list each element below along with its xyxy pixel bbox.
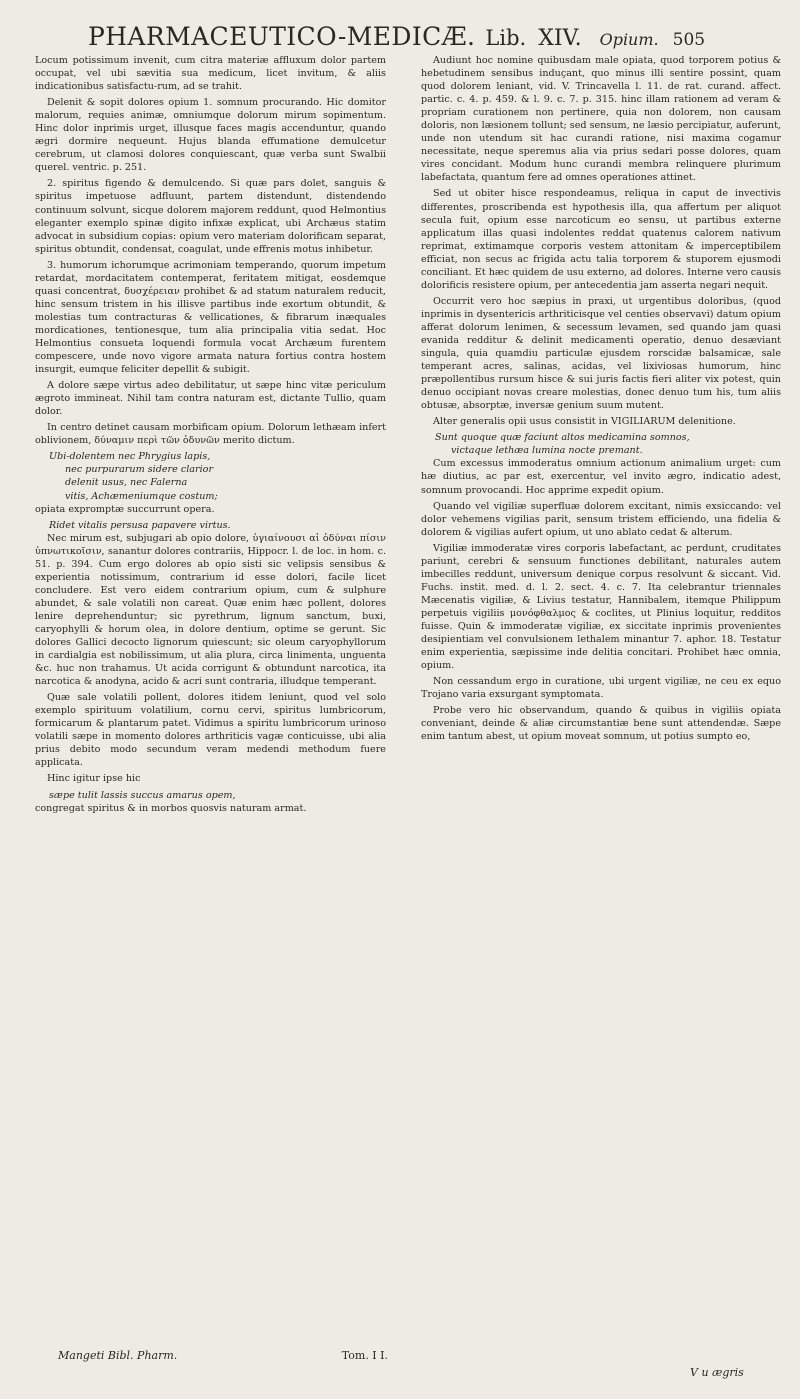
paragraph: 2. spiritus figendo & demulcendo. Si quæ pars dolet, sanguis & spiritus impetuose adfluunt, partem distendunt, distendendo continuum solvunt, sicque dolorem majorem reddunt, quod Helmontius eleganter exemplo spinæ digito infixæ explicat, ubi Archæus statim advocat in subsidium copias: opium vero materiam dolorificam separat, spiritus obtundit, condensat, coagulat, unde effrenis motus inhibetur.	[35, 178, 386, 255]
verse-line: Sunt quoque quæ faciunt altos medicamina somnos,	[435, 432, 690, 444]
catchword: V u ægris	[690, 1366, 744, 1379]
paragraph: Locum potissimum invenit, cum citra materiæ affluxum dolor partem occupat, vel ubi sævitia sua medicum, licet invitum, & aliis indicationibus satisfactu-rum, ad se trahit.	[35, 55, 386, 93]
verse-line: victaque lethæa lumina nocte premant.	[451, 445, 643, 457]
left-column	[35, 54, 386, 818]
paragraph: Alter generalis opii usus consistit in VIGILIARUM delenitione.	[433, 416, 736, 428]
paragraph: opiata expromptæ succurrunt opera.	[35, 503, 215, 515]
paragraph: Sed ut obiter hisce respondeamus, reliqua in caput de invectivis differentes, proscribenda est hypothesis illa, qua affertum per aliquot secula fuit, opium esse narcoticum eo sensu, ut partibus externe applicatum illas quasi indolentes reddat quatenus calorem nativum reprimat, extimamque corporis vestem attonitam & imperceptibilem efficiat, non secus ac frigida actu talia torporem & stuporem ejusmodi conciliant. Et hæc quidem de usu externo, ad dolores. Interne vero causis dolorificis resistere opium, per antecedentia jam asserta negari nequit.	[421, 188, 781, 291]
verse-line: Ubi-dolentem nec Phrygius lapis,	[49, 451, 211, 463]
signature-mark: Mangeti Bibl. Pharm.	[58, 1349, 178, 1362]
paragraph: Hinc igitur ipse hic	[47, 773, 141, 785]
paragraph: In centro detinet causam morbificam opium. Dolorum lethæam infert oblivionem, δύναμιν περὶ τῶν ὀδυνῶν merito dictum.	[35, 422, 386, 447]
verse-line: vitis, Achæmeniumque costum;	[65, 490, 218, 502]
paragraph: Occurrit vero hoc sæpius in praxi, ut urgentibus doloribus, (quod inprimis in dysentericis arthriticisque vel centies observavi) datum opium afferat dolorum lenimen, & secessum levamen, sed quando jam quasi evanida redditur & delinit medicamenti operatio, denuo desæviant singula, quia quamdiu particulæ ejusdem rorscidæ balsamicæ, sale temperant acres, salinas, acidas, vel lixiviosas humorum, hinc præpollentibus rursum hisce & sui juris factis fieri aliter vix potest, quin denuo occipiant novas creare molestias, donec denuo tum his, tum aliis obtusæ, absorptæ, inversæ genium suum mutent.	[421, 295, 781, 412]
paragraph: Cum excessus immoderatus omnium actionum animalium urget: cum hæ diutius, ac par est, exercentur, vel invito ægro, indicatio adest, somnum provocandi. Hoc apprime expedit opium.	[421, 458, 781, 496]
footer	[58, 1349, 388, 1362]
paragraph: Quando vel vigiliæ superfluæ dolorem excitant, nimis exsiccando: vel dolor vehemens vigilias parit, sensum tristem efficiendo, una fidelia & dolorem & vigilias aufert opium, ut uno ablato cedat & alterum.	[421, 500, 781, 538]
running-title: PHARMACEUTICO-MEDICÆ.	[88, 22, 476, 51]
paragraph: Vigiliæ immoderatæ vires corporis labefactant, ac perdunt, cruditates pariunt, cerebri & sensuum functiones debilitant, naturales autem imbecilles reddunt, universum denique corpus resolvunt & siccant. Vid. Fuchs. instit. med. d. l. 2. sect. 4. c. 7. Ita celebrantur triennales Mæcenatis vigiliæ, & Livius testatur, Hannibalem, itemque Philippum perpetuis vigiliis μονόφθαλμος & coclites, ut Plinius loquitur, redditos fuisse. Quin & immoderatæ vigiliæ, ex siccitate inprimis provenientes desipientiam vel convulsionem lethalem minantur 7. aphor. 18. Testatur enim experientia, sæpissime inde delitia concitari. Prohibet hæc omnia, opium.	[421, 542, 781, 672]
paragraph: Audiunt hoc nomine quibusdam male opiata, quod torporem potius & hebetudinem sensibus induçant, quo minus illi sentire possint, quam quod dolorem leniant, vid. V. Trincavella l. 11. de rat. curand. affect. partic. c. 4. p. 459. & l. 9. c. 7. p. 315. hinc illam rationem ad veram & propriam curationem non pertinere, quia non dolorem, non causam doloris, non læsionem tollunt; sed sensum, ne læsio percipiatur, auferunt, unde non utendum sit hac curandi ratione, nisi maxima cogamur necessitate, neque speremus alia via prius sedari posse dolores, quam vires concidant. Modum hunc curandi membra relinquere plurimum labefactata, quantum fere ad omnes operationes attinet.	[421, 55, 781, 184]
paragraph: Nec mirum est, subjugari ab opio dolore, ὑγιαίνουσι αἱ ὀδύναι πίσιν ὑπνωτικοῖσιν, sanantur dolores contrariis, Hippocr. l. de loc. in hom. c. 51. p. 394. Cum ergo dolores ab opio sisti sic velipsis sensibus & experientia notissimum, contrarium id esse dolori, facile licet concludere. Est vero eidem contrarium opium, cum & sulphure abundet, & sale volatili non careat. Quæ enim hæc pollent, dolores lenire deprehenduntur; sic pyrethrum, lignum sanctum, buxi, caryophylli & horum olea, in dolore dentium, optime se gerunt. Sic dolores Gallici decocto lignorum quiescunt; sic oleum caryophyllorum in cardialgia est nobilissimum, ut alia plura, circa linimenta, unguenta &c. huc non trahamus. Ut acida corrigunt & obtundunt narcotica, ita narcotica & anodyna, acido & acri sunt contraria, illudque temperant.	[35, 532, 386, 688]
paragraph: Probe vero hic observandum, quando & quibus in vigiliis opiata conveniant, deinde & aliæ circumstantiæ bene sunt attendendæ. Sæpe enim tantum abest, ut opium moveat somnum, ut potius sumpto eo,	[421, 705, 781, 743]
paragraph: Quæ sale volatili pollent, dolores itidem leniunt, quod vel solo exemplo spirituum volatilium, cornu cervi, spiritus lumbricorum, formicarum & plantarum patet. Vidimus a spiritu lumbricorum urinoso volatili sæpe in momento dolores arthriticis vagæ conticuisse, ubi alia prius debito modo secundum veram medendi methodum fuere applicata.	[35, 692, 386, 769]
volume-label: Tom. I I.	[341, 1349, 388, 1362]
verse-line: Ridet vitalis persusa papavere virtus.	[49, 519, 231, 531]
book-label: Lib.	[485, 26, 527, 50]
paragraph: congregat spiritus & in morbos quosvis naturam armat.	[35, 802, 307, 814]
right-column	[421, 54, 781, 746]
paragraph: Non cessandum ergo in curatione, ubi urgent vigiliæ, ne ceu ex equo Trojano varia exsurgant symptomata.	[421, 676, 781, 701]
paragraph: 3. humorum ichorumque acrimoniam temperando, quorum impetum retardat, mordacitatem contemperat, feritatem mitigat, eosdemque quasi concentrat, δυσχέρειαν prohibet & ad statum naturalem reducit, hinc sensum tristem in his illisve partibus inde exortum obtundit, & molestias tum contracturas & vellicationes, & fibrarum inæquales mordicationes, tentionesque, tum alia principalia vitia sedat. Hoc Helmontius consueta loquendi formula vocat Archæum furentem compescere, unde novo vigore armata natura fortius contra hostem insurgit, eumque feliciter depellit & subigit.	[35, 259, 386, 376]
verse-line: sæpe tulit lassis succus amarus opem,	[49, 789, 236, 801]
section-title: Opium.	[599, 30, 659, 49]
chapter-number: XIV.	[538, 26, 582, 51]
verse-line: nec purpurarum sidere clarior	[65, 464, 214, 476]
verse-line: delenit usus, nec Falerna	[65, 477, 188, 489]
paragraph: Delenit & sopit dolores opium 1. somnum procurando. Hic domitor malorum, requies animæ, omniumque dolorum mirum sopimentum. Hinc dolor inprimis urget, illusque faces magis accenduntur, quando ægri dormire nequeunt. Hujus blanda effumatione demulcetur cerebrum, ut clamosi dolores conquiescant, quæ verba sunt Swalbii querel. ventric. p. 251.	[35, 97, 386, 174]
paragraph: A dolore sæpe virtus adeo debilitatur, ut sæpe hinc vitæ periculum ægroto immineat. Nihil tam contra naturam est, dictante Tullio, quam dolor.	[35, 380, 386, 418]
page-number: 505	[672, 30, 706, 50]
